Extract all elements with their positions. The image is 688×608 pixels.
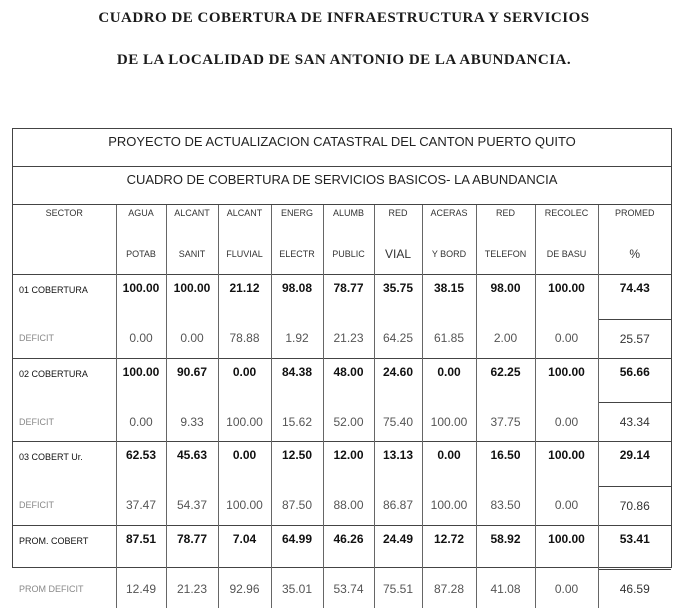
table-cell: 37.75 <box>476 403 535 442</box>
table-row <box>13 403 671 442</box>
table-cell: 24.60 <box>374 358 422 403</box>
table-cell: 100.00 <box>218 403 271 442</box>
project-title: PROYECTO DE ACTUALIZACION CATASTRAL DEL CANTON PUERTO QUITO <box>13 129 671 167</box>
table-cell: 21.12 <box>218 275 271 320</box>
table-cell: 98.00 <box>476 275 535 320</box>
table-row <box>13 570 671 608</box>
table-cell: 24.49 <box>374 525 422 570</box>
table-cell: 7.04 <box>218 525 271 570</box>
table-cell: 41.08 <box>476 570 535 608</box>
table-cell: 37.47 <box>116 486 166 525</box>
column-header: PROMED <box>598 205 671 234</box>
table-cell: 56.66 <box>598 358 671 403</box>
column-header: ENERG <box>271 205 323 234</box>
table-cell: 0.00 <box>116 319 166 358</box>
table-cell: 100.00 <box>218 486 271 525</box>
table-cell: 90.67 <box>166 358 218 403</box>
row-label: 02 COBERTURA <box>13 358 116 403</box>
table-row <box>13 525 671 570</box>
table-cell: 100.00 <box>116 358 166 403</box>
table-cell: 58.92 <box>476 525 535 570</box>
table-cell: 9.33 <box>166 403 218 442</box>
column-header: RED <box>476 205 535 234</box>
column-subheader: PUBLIC <box>323 234 374 275</box>
table-cell: 1.92 <box>271 319 323 358</box>
row-label: DEFICIT <box>13 403 116 442</box>
column-header-row <box>13 205 671 234</box>
column-subheader: ELECTR <box>271 234 323 275</box>
row-label: 03 COBERT Ur. <box>13 442 116 487</box>
table-cell: 0.00 <box>535 319 598 358</box>
row-label: PROM. COBERT <box>13 525 116 570</box>
table-cell: 75.51 <box>374 570 422 608</box>
table-cell: 100.00 <box>116 275 166 320</box>
column-subheader: TELEFON <box>476 234 535 275</box>
table-cell: 100.00 <box>535 525 598 570</box>
column-subheader: % <box>598 234 671 275</box>
table-cell: 100.00 <box>535 442 598 487</box>
table-cell: 12.72 <box>422 525 476 570</box>
table-cell: 78.88 <box>218 319 271 358</box>
table-row <box>13 442 671 487</box>
column-subheader: DE BASU <box>535 234 598 275</box>
table-cell: 45.63 <box>166 442 218 487</box>
table-cell: 12.00 <box>323 442 374 487</box>
column-header: ALCANT <box>166 205 218 234</box>
table-cell: 92.96 <box>218 570 271 608</box>
table-cell: 0.00 <box>535 486 598 525</box>
table-cell: 25.57 <box>598 319 671 358</box>
table-cell: 87.51 <box>116 525 166 570</box>
row-label: DEFICIT <box>13 319 116 358</box>
coverage-table <box>13 205 671 608</box>
table-row <box>13 275 671 320</box>
table-cell: 87.50 <box>271 486 323 525</box>
table-cell: 38.15 <box>422 275 476 320</box>
table-cell: 100.00 <box>535 275 598 320</box>
table-cell: 84.38 <box>271 358 323 403</box>
table-cell: 74.43 <box>598 275 671 320</box>
row-label: DEFICIT <box>13 486 116 525</box>
row-label: PROM DEFICIT <box>13 570 116 608</box>
table-cell: 48.00 <box>323 358 374 403</box>
table-cell: 62.25 <box>476 358 535 403</box>
table-cell: 29.14 <box>598 442 671 487</box>
table-subtitle: CUADRO DE COBERTURA DE SERVICIOS BASICOS- LA ABUNDANCIA <box>13 167 671 205</box>
table-cell: 53.41 <box>598 525 671 570</box>
table-cell: 54.37 <box>166 486 218 525</box>
table-cell: 46.59 <box>598 570 671 608</box>
table-cell: 88.00 <box>323 486 374 525</box>
table-cell: 98.08 <box>271 275 323 320</box>
table-cell: 2.00 <box>476 319 535 358</box>
page-subtitle: DE LA LOCALIDAD DE SAN ANTONIO DE LA ABUNDANCIA. <box>0 52 688 69</box>
column-subheader: POTAB <box>116 234 166 275</box>
table-row <box>13 486 671 525</box>
table-cell: 35.01 <box>271 570 323 608</box>
page-title: CUADRO DE COBERTURA DE INFRAESTRUCTURA Y SERVICIOS <box>0 10 688 27</box>
table-cell: 53.74 <box>323 570 374 608</box>
table-cell: 78.77 <box>323 275 374 320</box>
table-cell: 75.40 <box>374 403 422 442</box>
table-cell: 0.00 <box>116 403 166 442</box>
table-cell: 0.00 <box>422 442 476 487</box>
table-cell: 78.77 <box>166 525 218 570</box>
table-cell: 83.50 <box>476 486 535 525</box>
table-cell: 0.00 <box>218 442 271 487</box>
column-header: RED <box>374 205 422 234</box>
table-cell: 15.62 <box>271 403 323 442</box>
row-label: 01 COBERTURA <box>13 275 116 320</box>
table-cell: 12.50 <box>271 442 323 487</box>
column-subheader-row <box>13 234 671 275</box>
table-cell: 100.00 <box>166 275 218 320</box>
table-cell: 64.25 <box>374 319 422 358</box>
table-cell: 100.00 <box>422 486 476 525</box>
table-cell: 0.00 <box>218 358 271 403</box>
column-header: ALUMB <box>323 205 374 234</box>
coverage-table-frame <box>12 128 672 568</box>
column-header: ACERAS <box>422 205 476 234</box>
table-cell: 64.99 <box>271 525 323 570</box>
table-row <box>13 358 671 403</box>
table-cell: 46.26 <box>323 525 374 570</box>
table-cell: 21.23 <box>323 319 374 358</box>
table-cell: 35.75 <box>374 275 422 320</box>
table-cell: 0.00 <box>535 570 598 608</box>
column-header: AGUA <box>116 205 166 234</box>
table-cell: 21.23 <box>166 570 218 608</box>
table-cell: 100.00 <box>422 403 476 442</box>
table-cell: 100.00 <box>535 358 598 403</box>
column-subheader <box>13 234 116 275</box>
table-cell: 0.00 <box>422 358 476 403</box>
column-subheader: VIAL <box>374 234 422 275</box>
column-header: ALCANT <box>218 205 271 234</box>
table-cell: 16.50 <box>476 442 535 487</box>
table-row <box>13 319 671 358</box>
table-cell: 52.00 <box>323 403 374 442</box>
column-header: SECTOR <box>13 205 116 234</box>
column-subheader: Y BORD <box>422 234 476 275</box>
table-cell: 70.86 <box>598 486 671 525</box>
table-cell: 12.49 <box>116 570 166 608</box>
table-cell: 0.00 <box>166 319 218 358</box>
column-header: RECOLEC <box>535 205 598 234</box>
table-cell: 13.13 <box>374 442 422 487</box>
table-cell: 86.87 <box>374 486 422 525</box>
table-cell: 61.85 <box>422 319 476 358</box>
table-cell: 0.00 <box>535 403 598 442</box>
column-subheader: FLUVIAL <box>218 234 271 275</box>
table-cell: 43.34 <box>598 403 671 442</box>
table-cell: 62.53 <box>116 442 166 487</box>
table-cell: 87.28 <box>422 570 476 608</box>
column-subheader: SANIT <box>166 234 218 275</box>
